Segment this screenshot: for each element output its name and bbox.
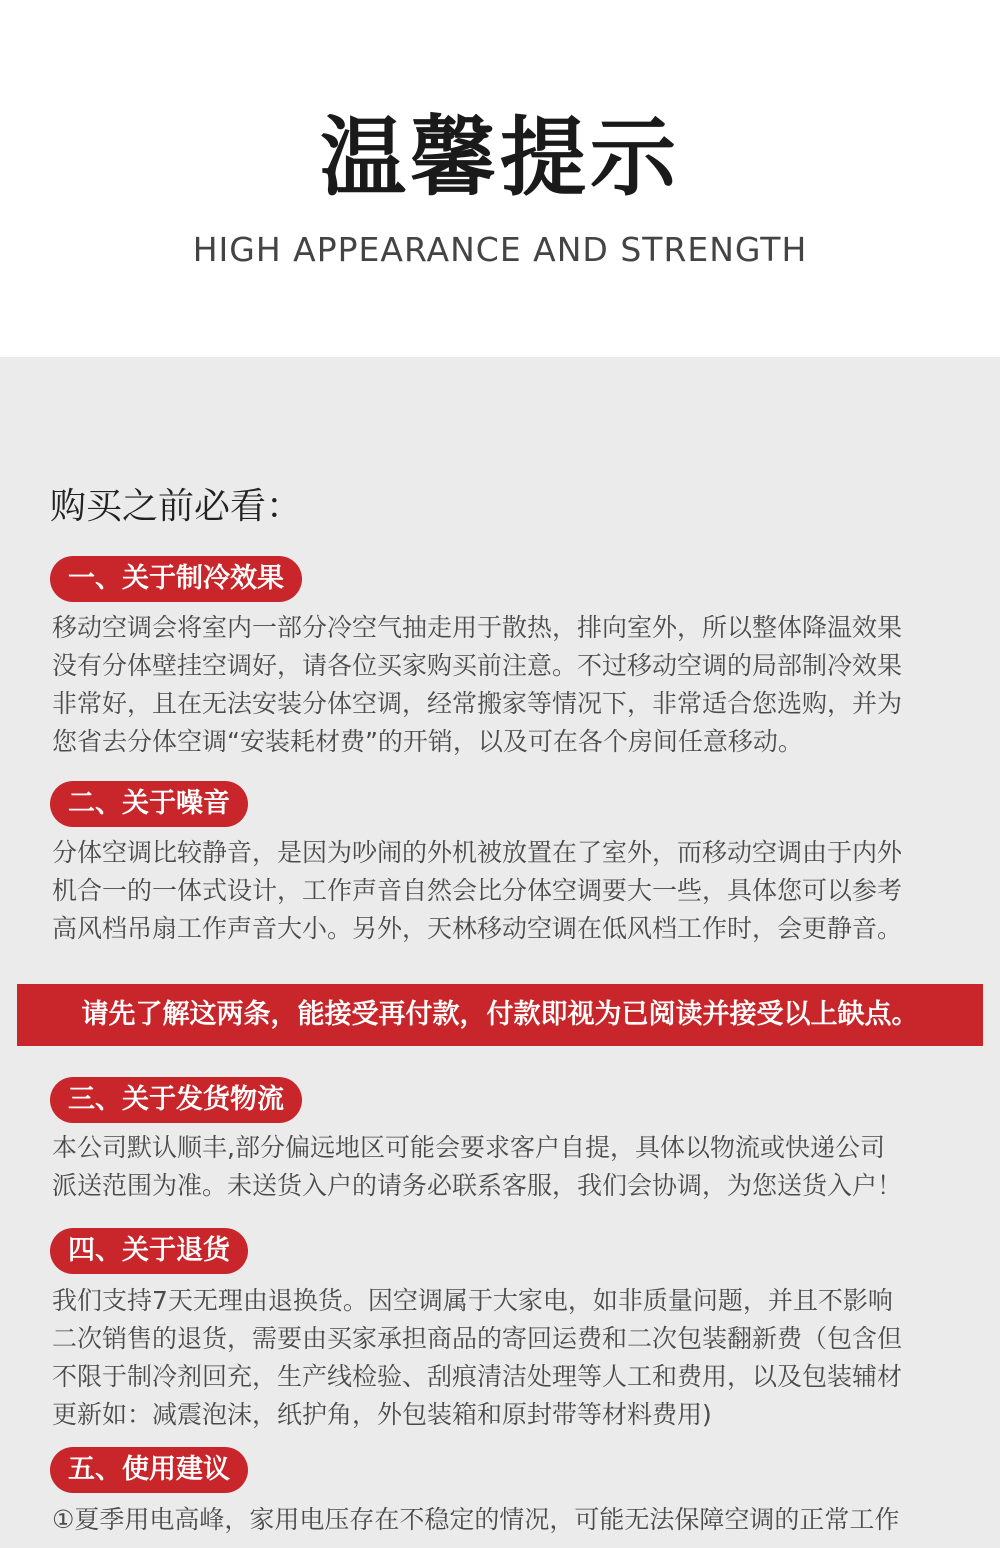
- text-line: 您省去分体空调“安装耗材费”的开销，以及可在各个房间任意移动。: [52, 727, 803, 756]
- text-line: 更新如：减震泡沫，纸护角，外包装箱和原封带等材料费用): [52, 1400, 712, 1429]
- text-line: 高风档吊扇工作声音大小。另外，天林移动空调在低风档工作时，会更静音。: [52, 914, 903, 943]
- notice-content: [0, 357, 1000, 1548]
- text-line: 移动空调会将室内一部分冷空气抽走用于散热，排向室外，所以整体降温效果: [52, 613, 903, 642]
- section-label-noise: 二、关于噪音: [50, 781, 248, 827]
- text-line: 没有分体壁挂空调好，请各位买家购买前注意。不过移动空调的局部制冷效果: [52, 651, 903, 680]
- section-text-shipping: [52, 1129, 972, 1205]
- header: [0, 0, 1000, 357]
- text-line: 派送范围为准。未送货入户的请务必联系客服，我们会协调，为您送货入户！: [52, 1171, 903, 1200]
- section-label-returns: 四、关于退货: [50, 1228, 248, 1274]
- section-label-shipping: 三、关于发货物流: [50, 1077, 302, 1123]
- text-line: 非常好，且在无法安装分体空调，经常搬家等情况下，非常适合您选购，并为: [52, 689, 903, 718]
- section-label-usage: 五、使用建议: [50, 1447, 248, 1493]
- section-text-noise: [52, 834, 972, 948]
- text-line: 不限于制冷剂回充，生产线检验、刮痕清洁处理等人工和费用，以及包装辅材: [52, 1362, 903, 1391]
- text-line: 分体空调比较静音，是因为吵闹的外机被放置在了室外，而移动空调由于内外: [52, 838, 903, 867]
- section-heading: 购买之前必看：: [50, 486, 303, 527]
- text-line: ①夏季用电高峰，家用电压存在不稳定的情况，可能无法保障空调的正常工作: [52, 1505, 900, 1534]
- section-text-usage: [52, 1501, 972, 1539]
- page-subtitle: HIGH APPEARANCE AND STRENGTH: [192, 230, 808, 269]
- text-line: 机合一的一体式设计，工作声音自然会比分体空调要大一些，具体您可以参考: [52, 876, 903, 905]
- text-line: 二次销售的退货，需要由买家承担商品的寄回运费和二次包装翻新费（包含但: [52, 1324, 903, 1353]
- section-label-cooling: 一、关于制冷效果: [50, 556, 302, 602]
- text-line: 我们支持7天无理由退换货。因空调属于大家电，如非质量问题，并且不影响: [52, 1286, 893, 1315]
- page-title: 温馨提示: [320, 108, 680, 208]
- section-text-returns: [52, 1282, 972, 1434]
- payment-notice-banner: 请先了解这两条，能接受再付款，付款即视为已阅读并接受以上缺点。: [17, 984, 983, 1046]
- text-line: 本公司默认顺丰,部分偏远地区可能会要求客户自提，具体以物流或快递公司: [52, 1133, 885, 1162]
- section-text-cooling: [52, 609, 972, 761]
